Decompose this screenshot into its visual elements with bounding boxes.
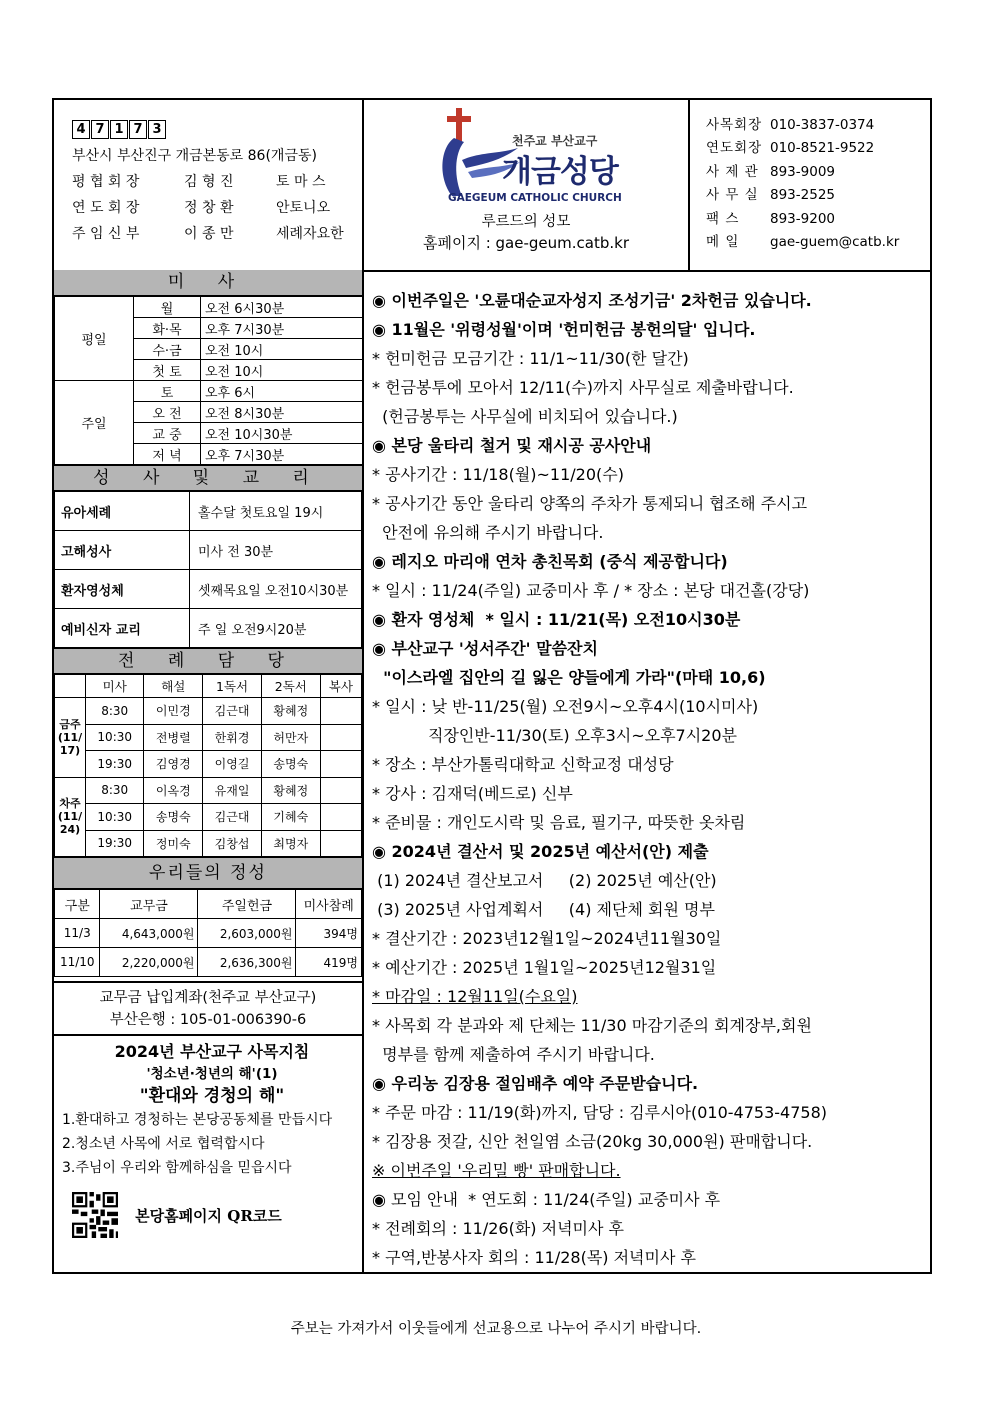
- notice-line: "이스라엘 집안의 길 잃은 양들에게 가라"(마태 10,6): [372, 668, 766, 687]
- pastoral-item: 3.주님이 우리와 함께하심을 믿읍시다: [62, 1160, 292, 1176]
- address: 부산시 부산진구 개금본동로 86(개금동): [72, 148, 317, 164]
- notice-line: ◉ 2024년 결산서 및 2025년 예산서(안) 제출: [372, 842, 709, 861]
- sunday-collection: 2,603,000원: [198, 919, 296, 948]
- contact-label: 팩 스: [706, 210, 740, 227]
- zip-digit: 3: [148, 120, 166, 139]
- notice-line: ◉ 이번주일은 '오륜대순교자성지 조성기금' 2차헌금 있습니다.: [372, 291, 812, 310]
- first-reader: 유재일: [203, 777, 262, 804]
- homepage-url: 홈페이지 : gae-geum.catb.kr: [422, 234, 629, 252]
- contact-label: 사 무 실: [706, 187, 759, 204]
- sacrament-name: 환자영성체: [55, 570, 190, 609]
- first-reader: 김근대: [203, 804, 262, 831]
- staff-name: 이 종 만: [184, 226, 234, 242]
- header-contacts: [690, 100, 930, 270]
- notice-line: * 주문 마감 : 11/19(화)까지, 담당 : 김루시아(010-4753-4758): [372, 1103, 827, 1122]
- mass-day: 수·금: [134, 339, 201, 360]
- second-reader: 송명숙: [261, 751, 320, 778]
- patron-saint: 루르드의 성모: [481, 214, 571, 230]
- mass-time: 오후 6시: [201, 381, 363, 402]
- mass-time: 오전 10시: [201, 339, 363, 360]
- staff-row: [72, 195, 362, 221]
- notice-line: * 장소 : 부산가톨릭대학교 신학교정 대성당: [372, 755, 674, 774]
- contact-value: 893-9009: [770, 163, 835, 180]
- logo-church-name: 개금성당: [502, 154, 618, 190]
- staff-role: 주 임 신 부: [72, 226, 140, 242]
- qr-block: [62, 1192, 362, 1238]
- contact-label: 사 제 관: [706, 163, 759, 180]
- attendance: 419명: [296, 948, 362, 977]
- left-column: [54, 270, 364, 1274]
- contact-row: [706, 208, 930, 231]
- header-address: [54, 100, 364, 270]
- notice-line: ◉ 부산교구 '성서주간' 말씀잔치: [372, 639, 598, 658]
- mass-time: 오전 8시30분: [201, 402, 363, 423]
- contact-value: gae-guem@catb.kr: [770, 234, 900, 251]
- first-reader: 김창섭: [203, 830, 262, 857]
- mass-time: 10:30: [86, 804, 144, 831]
- mass-time: 오전 10시30분: [201, 423, 363, 444]
- weekday-label: 평일: [55, 297, 134, 381]
- mass-time: 19:30: [86, 830, 144, 857]
- commentator: 전병렬: [144, 724, 203, 751]
- staff-baptism: 세례자요한: [276, 226, 344, 242]
- notice-line: * 헌금봉투에 모아서 12/11(수)까지 사무실로 제출바랍니다.: [372, 378, 794, 397]
- account-info: [54, 981, 362, 1036]
- mass-table: [54, 296, 362, 465]
- notice-line: ◉ 11월은 '위령성월'이며 '헌미헌금 봉헌의달' 입니다.: [372, 320, 756, 339]
- server: [320, 698, 361, 725]
- contact-label: 연도회장: [706, 140, 763, 157]
- attendance: 394명: [296, 919, 362, 948]
- staff-baptism: 안토니오: [276, 200, 331, 216]
- pastoral-item: 1.환대하고 경청하는 본당공동체를 만듭시다: [62, 1112, 333, 1128]
- mass-time: 오후 7시30분: [201, 318, 363, 339]
- staff-row: [72, 221, 362, 247]
- contact-row: [706, 231, 930, 254]
- notice-line: * 강사 : 김재덕(베드로) 신부: [372, 784, 573, 803]
- sacraments-table: [54, 491, 362, 648]
- second-reader: 최명자: [261, 830, 320, 857]
- contact-value: 893-9200: [770, 210, 835, 227]
- notice-line: * 결산기간 : 2023년12월1일~2024년11월30일: [372, 929, 722, 948]
- header: [54, 100, 930, 272]
- notice-line: * 전례회의 : 11/26(화) 저녁미사 후: [372, 1219, 624, 1238]
- staff-row: [72, 169, 362, 195]
- notice-line: ◉ 본당 울타리 철거 및 재시공 공사안내: [372, 436, 652, 455]
- staff-name: 김 형 진: [184, 174, 234, 190]
- notice-line: * 사목회 각 분과와 제 단체는 11/30 마감기준의 회계장부,회원: [372, 1016, 812, 1035]
- week-label: 금주(11/17): [55, 698, 86, 778]
- sacrament-time: 주 일 오전9시20분: [190, 609, 362, 648]
- sacrament-time: 미사 전 30분: [190, 531, 362, 570]
- contact-label: 메 일: [706, 234, 740, 251]
- staff-role: 연 도 회 장: [72, 200, 140, 216]
- liturgy-header: 미사: [86, 675, 144, 698]
- server: [320, 751, 361, 778]
- notice-line: * 준비물 : 개인도시락 및 음료, 필기구, 따뜻한 옷차림: [372, 813, 746, 832]
- commentator: 김영경: [144, 751, 203, 778]
- notice-line: 직장인반-11/30(토) 오후3시~오후7시20분: [372, 726, 737, 745]
- mass-time: 오전 10시: [201, 360, 363, 381]
- second-reader: 황혜정: [261, 777, 320, 804]
- notice-line: ◉ 레지오 마리애 연차 총친목회 (중식 제공합니다): [372, 552, 728, 571]
- notice-line: 명부를 함께 제출하여 주시기 바랍니다.: [372, 1045, 655, 1064]
- contact-row: [706, 114, 930, 137]
- contact-row: [706, 137, 930, 160]
- notice-line: * 마감일 : 12월11일(수요일): [372, 987, 578, 1006]
- offering-table: [54, 889, 362, 977]
- liturgy-header: 2독서: [261, 675, 320, 698]
- logo-english-name: GAEGEUM CATHOLIC CHURCH: [448, 192, 622, 204]
- staff-name: 정 창 환: [184, 200, 234, 216]
- sacrament-time: 홀수달 첫토요일 19시: [190, 492, 362, 531]
- staff-baptism: 토 마 스: [276, 174, 326, 190]
- qr-label: 본당홈페이지 QR코드: [135, 1206, 282, 1225]
- mass-time: 19:30: [86, 751, 144, 778]
- notice-line: ◉ 환자 영성체 * 일시 : 11/21(목) 오전10시30분: [372, 610, 741, 629]
- notice-line: * 일시 : 낮 반-11/25(월) 오전9시~오후4시(10시미사): [372, 697, 759, 716]
- qr-code-icon[interactable]: [72, 1192, 118, 1238]
- sacrament-name: 고해성사: [55, 531, 190, 570]
- church-logo: [364, 100, 688, 212]
- liturgy-title: 전 례 담 당: [54, 648, 362, 674]
- contact-label: 사목회장: [706, 117, 763, 133]
- bulletin-frame: [52, 98, 932, 1274]
- commentator: 정미숙: [144, 830, 203, 857]
- notice-line: * 일시 : 11/24(주일) 교중미사 후 / * 장소 : 본당 대건홀(강당): [372, 581, 810, 600]
- second-reader: 허만자: [261, 724, 320, 751]
- header-logo: [364, 100, 690, 270]
- offering-header: 교무금: [100, 890, 198, 919]
- mass-time: 10:30: [86, 724, 144, 751]
- tithe-amount: 2,220,000원: [100, 948, 198, 977]
- first-reader: 이영길: [203, 751, 262, 778]
- first-reader: 김근대: [203, 698, 262, 725]
- mass-day: 화·목: [134, 318, 201, 339]
- server: [320, 830, 361, 857]
- footer-message: 주보는 가져가서 이웃들에게 선교용으로 나누어 주시기 바랍니다.: [290, 1321, 702, 1337]
- notice-line: 안전에 유의해 주시기 바랍니다.: [372, 523, 604, 542]
- sunday-label: 주일: [55, 381, 134, 465]
- mass-day: 토: [134, 381, 201, 402]
- mass-title: 미 사: [54, 270, 362, 296]
- notice-line: ◉ 우리농 김장용 절임배추 예약 주문받습니다.: [372, 1074, 699, 1093]
- pastoral-subtitle: '청소년·청년의 해'(1): [146, 1066, 278, 1082]
- notice-line: * 공사기간 동안 울타리 양쪽의 주차가 통제되니 협조해 주시고: [372, 494, 808, 513]
- contact-row: [706, 161, 930, 184]
- account-number: 부산은행 : 105-01-006390-6: [109, 1012, 307, 1028]
- mass-day: 오 전: [134, 402, 201, 423]
- notice-line: * 구역,반봉사자 회의 : 11/28(목) 저녁미사 후: [372, 1248, 696, 1267]
- contact-value: 010-3837-0374: [770, 117, 875, 133]
- second-reader: 황혜정: [261, 698, 320, 725]
- sacrament-name: 유아세례: [55, 492, 190, 531]
- logo-diocese: 천주교 부산교구: [512, 134, 598, 148]
- pastoral-item: 2.청소년 사목에 서로 협력합시다: [62, 1136, 265, 1152]
- zip-digit: 1: [110, 120, 128, 139]
- offering-header: 구분: [55, 890, 100, 919]
- sunday-collection: 2,636,300원: [198, 948, 296, 977]
- zip-digit: 4: [72, 120, 90, 139]
- mass-day: 교 중: [134, 423, 201, 444]
- notice-line: (헌금봉투는 사무실에 비치되어 있습니다.): [372, 407, 678, 426]
- mass-day: 월: [134, 297, 201, 318]
- contact-row: [706, 184, 930, 207]
- notice-line: * 공사기간 : 11/18(월)~11/20(수): [372, 465, 624, 484]
- zip-digit: 7: [129, 120, 147, 139]
- notice-line: ※ 이번주일 '우리밀 빵' 판매합니다.: [372, 1161, 621, 1180]
- pastoral-guidelines: [54, 1036, 362, 1238]
- mass-time: 8:30: [86, 698, 144, 725]
- liturgy-table: [54, 674, 362, 857]
- tithe-amount: 4,643,000원: [100, 919, 198, 948]
- first-reader: 한휘경: [203, 724, 262, 751]
- notice-line: * 김장용 젓갈, 신안 천일염 소금(20kg 30,000원) 판매합니다.: [372, 1132, 813, 1151]
- account-title: 교무금 납입계좌(천주교 부산교구): [99, 990, 317, 1006]
- commentator: 이옥경: [144, 777, 203, 804]
- liturgy-header: 해설: [144, 675, 203, 698]
- offering-title: 우리들의 정성: [54, 857, 362, 889]
- offering-header: 주일헌금: [198, 890, 296, 919]
- contact-value: 893-2525: [770, 187, 835, 204]
- notice-line: (1) 2024년 결산보고서 (2) 2025년 예산(안): [372, 871, 717, 890]
- sacrament-name: 예비신자 교리: [55, 609, 190, 648]
- zip-digit: 7: [91, 120, 109, 139]
- notice-line: ◉ 모임 안내 * 연도회 : 11/24(주일) 교중미사 후: [372, 1190, 721, 1209]
- mass-day: 저 녁: [134, 444, 201, 465]
- notice-line: * 예산기간 : 2025년 1월1일~2025년12월31일: [372, 958, 717, 977]
- liturgy-header: 1독서: [203, 675, 262, 698]
- server: [320, 724, 361, 751]
- offering-date: 11/10: [55, 948, 100, 977]
- server: [320, 777, 361, 804]
- liturgy-header: 복사: [320, 675, 361, 698]
- sacraments-title: 성 사 및 교 리: [54, 465, 362, 491]
- offering-date: 11/3: [55, 919, 100, 948]
- notices: [364, 270, 930, 1274]
- mass-day: 첫 토: [134, 360, 201, 381]
- mass-time: 오전 6시30분: [201, 297, 363, 318]
- notice-line: (3) 2025년 사업계획서 (4) 제단체 회원 명부: [372, 900, 715, 919]
- mass-time: 8:30: [86, 777, 144, 804]
- staff-role: 평 협 회 장: [72, 174, 140, 190]
- contact-value: 010-8521-9522: [770, 140, 875, 157]
- pastoral-theme: "환대와 경청의 해": [139, 1086, 285, 1106]
- week-label: 차주(11/24): [55, 777, 86, 857]
- notice-line: * 헌미헌금 모금기간 : 11/1~11/30(한 달간): [372, 349, 689, 368]
- zip-code: [72, 120, 362, 139]
- commentator: 송명숙: [144, 804, 203, 831]
- pastoral-title: 2024년 부산교구 사목지침: [114, 1042, 310, 1061]
- second-reader: 기혜숙: [261, 804, 320, 831]
- offering-header: 미사참례: [296, 890, 362, 919]
- server: [320, 804, 361, 831]
- sacrament-time: 셋째목요일 오전10시30분: [190, 570, 362, 609]
- commentator: 이민경: [144, 698, 203, 725]
- mass-time: 오후 7시30분: [201, 444, 363, 465]
